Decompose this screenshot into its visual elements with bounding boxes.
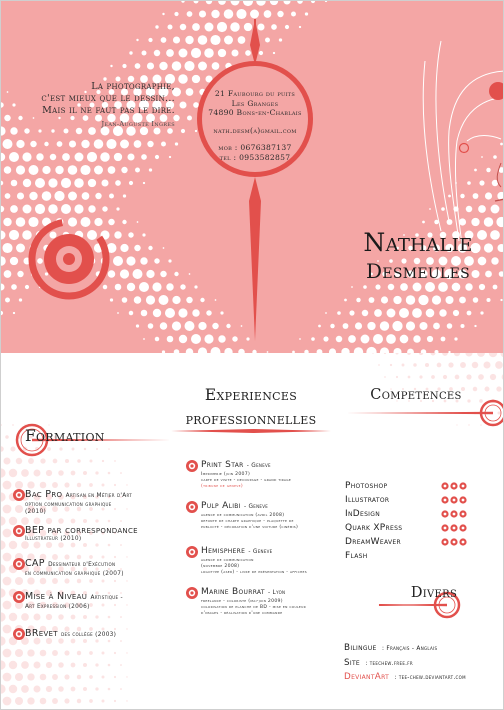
quote-line: La photographie,: [91, 81, 175, 92]
formation-bullet-icon: [13, 489, 25, 501]
formation-title: Bac Pro: [25, 489, 63, 500]
formation-subtitle: Artisan en Métier d'Art: [65, 493, 133, 499]
divers-item-deviantart: [344, 664, 466, 683]
quote-line: Mais il ne faut pas le dire.: [42, 105, 175, 116]
formation-detail: option communication graphique: [25, 502, 112, 508]
skill-item: InDesign: [345, 509, 380, 519]
skill-item: Illustrator: [345, 495, 390, 505]
experience-bullet-icon: [186, 460, 198, 472]
experience-item: [201, 546, 341, 575]
address-line: 21 Faubourg du puits: [214, 89, 296, 98]
divers-heading: Divers: [410, 585, 458, 601]
experience-item: [201, 460, 341, 489]
formation-title: BRevet: [25, 628, 58, 639]
last-name: Desmeules: [365, 259, 470, 283]
header-panel: [1, 1, 504, 353]
divers-value: : Français - Anglais: [382, 646, 438, 652]
content-panel: [1, 353, 504, 710]
skill-item: Flash: [345, 551, 368, 561]
experience-city: - Geneve: [246, 463, 271, 469]
experience-detail: (tribune de geneve): [201, 483, 243, 489]
experience-detail: carte de visite - decoupage - grand tirage: [201, 477, 292, 483]
experience-city: - Lyon: [268, 590, 286, 596]
earring-icon: [489, 82, 504, 100]
skill-level: [441, 482, 466, 489]
formation-bullet-icon: [13, 558, 25, 570]
quote-line: c'est mieux que le dessin...: [41, 93, 175, 104]
formation-item: [25, 489, 175, 516]
experience-title: Marine Bourrat: [201, 587, 265, 597]
formation-item: [25, 591, 175, 611]
skill-level: [441, 538, 466, 545]
skill-level: [441, 510, 466, 517]
formation-item: [25, 525, 175, 543]
experience-bullet-icon: [186, 546, 198, 558]
experience-detail: logotype (aser) - livre de présentation - affiches: [201, 569, 307, 575]
divers-label: DeviantArt: [344, 672, 390, 682]
formation-detail: Illustrateur (2010): [25, 536, 82, 542]
experience-detail: agence de communication: [201, 558, 254, 563]
deviantart-link[interactable]: : tee-chew.deviantart.com: [394, 675, 466, 681]
experience-city: - Geneve: [248, 549, 273, 555]
skill-item: Photoshop: [345, 481, 388, 491]
competences-heading: Competences: [370, 387, 462, 403]
experience-city: - Geneve: [243, 504, 269, 510]
person-name: [331, 227, 504, 284]
formation-heading: Formation: [25, 427, 105, 445]
formation-title: BEP par correspondance: [25, 525, 138, 536]
experience-detail: colorisation de planche de BD - mise en couleur: [201, 604, 306, 610]
formation-subtitle: Artistique -: [90, 595, 123, 601]
skill-item: Quark XPress: [345, 523, 403, 533]
formation-detail: Art Expression (2006): [25, 604, 90, 610]
formation-detail: (2010): [25, 509, 47, 515]
skill-item: DreamWeaver: [345, 537, 401, 547]
first-name: Nathalie: [363, 228, 473, 257]
header-decoration: [1, 1, 504, 353]
quote-block: [5, 81, 175, 130]
competences-heading-ornament: [346, 401, 504, 425]
formation-item: [25, 628, 175, 641]
mobile-phone: mob : 0676387137: [218, 143, 292, 152]
address-line: 74890 Bons-en-Chablais: [208, 108, 302, 117]
formation-subtitle: des collège (2003): [61, 632, 117, 638]
experiences-heading-line: Experiences: [204, 386, 298, 404]
formation-title: CAP: [25, 558, 45, 569]
experience-title: Print Star: [201, 460, 244, 470]
quote-author: Jean-Auguste Ingres: [101, 120, 175, 128]
experiences-heading: [161, 383, 341, 431]
skill-level: [441, 524, 466, 531]
skill-level: [441, 496, 466, 503]
formation-bullet-icon: [13, 525, 25, 537]
experience-bullet-icon: [186, 587, 198, 599]
address-block: [199, 89, 311, 162]
email[interactable]: nath.desm(a)gmail.com: [213, 125, 297, 135]
address-line: Les Granges: [231, 98, 279, 108]
formation-bullet-icon: [13, 591, 25, 603]
experience-title: Hemisphere: [201, 546, 246, 556]
experience-detail: freelance - coloriste (mai-juin 2009): [201, 599, 283, 604]
formation-bullet-icon: [13, 628, 25, 640]
formation-detail: en communication graphique (2007): [25, 571, 124, 577]
experience-detail: publicité - décoration d'une voiture (cinémis): [201, 524, 299, 530]
experience-item: [201, 587, 341, 616]
experience-detail: Imprimerie (juin 2007): [201, 472, 251, 477]
divers-label: Bilingue: [344, 643, 377, 653]
telephone: tel : 0953582857: [219, 152, 291, 162]
formation-item: [25, 558, 175, 578]
divers-label: Site: [344, 658, 361, 668]
experience-bullet-icon: [186, 501, 198, 513]
experience-detail: d'images - réalisation d'une commande: [201, 610, 283, 616]
experience-title: Pulp Alibi: [201, 501, 241, 511]
formation-title: Mise à Niveau: [25, 591, 88, 602]
experiences-heading-line: professionnelles: [185, 410, 317, 428]
website-link[interactable]: : teechew.free.fr: [365, 661, 413, 667]
experience-detail: agence de communication (avril 2008): [201, 513, 285, 518]
experience-item: [201, 501, 341, 530]
experience-detail: refonte de charte graphique - plaquette de: [201, 518, 294, 524]
formation-subtitle: Dessinateur d'Exécution: [48, 562, 116, 568]
experience-detail: (novembre 2008): [201, 563, 240, 569]
